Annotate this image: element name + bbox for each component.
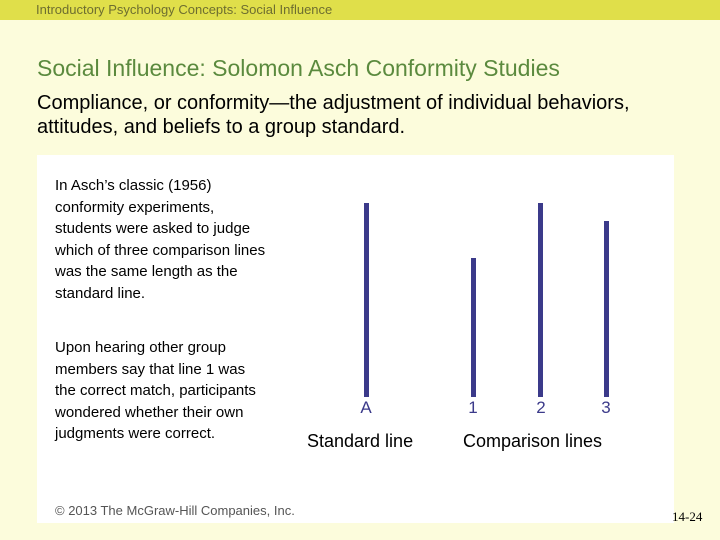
comparison-line-2-bar xyxy=(538,203,543,397)
standard-line-caption: Standard line xyxy=(307,431,414,451)
course-title: Introductory Psychology Concepts: Social Influence xyxy=(36,2,333,17)
slide-subtitle: Compliance, or conformity—the adjustment of individual behaviors, attitudes, and beliefs to a group standard. xyxy=(37,92,630,138)
paragraph-experiment: In Asch’s classic (1956) conformity experiments, students were asked to judge which of three comparison lines was the same length as the standard line. xyxy=(55,177,266,302)
comparison-line-2-label: 2 xyxy=(536,398,546,417)
comparison-line-3-bar xyxy=(604,221,609,397)
copyright-notice: © 2013 The McGraw-Hill Companies, Inc. xyxy=(55,503,295,518)
standard-line-bar xyxy=(364,203,369,397)
comparison-line-3-label: 3 xyxy=(601,398,611,417)
comparison-line-1-label: 1 xyxy=(468,398,478,417)
comparison-line-1-bar xyxy=(471,258,476,397)
paragraph-result: Upon hearing other group members say that line 1 was the correct match, participants wondered whether their own judgments were correct. xyxy=(55,339,256,442)
slide-title: Social Influence: Solomon Asch Conformity Studies xyxy=(37,55,560,81)
comparison-lines-caption: Comparison lines xyxy=(463,431,603,451)
header-bar xyxy=(0,0,720,20)
page-number: 14-24 xyxy=(672,509,703,524)
standard-line-label: A xyxy=(360,398,372,417)
